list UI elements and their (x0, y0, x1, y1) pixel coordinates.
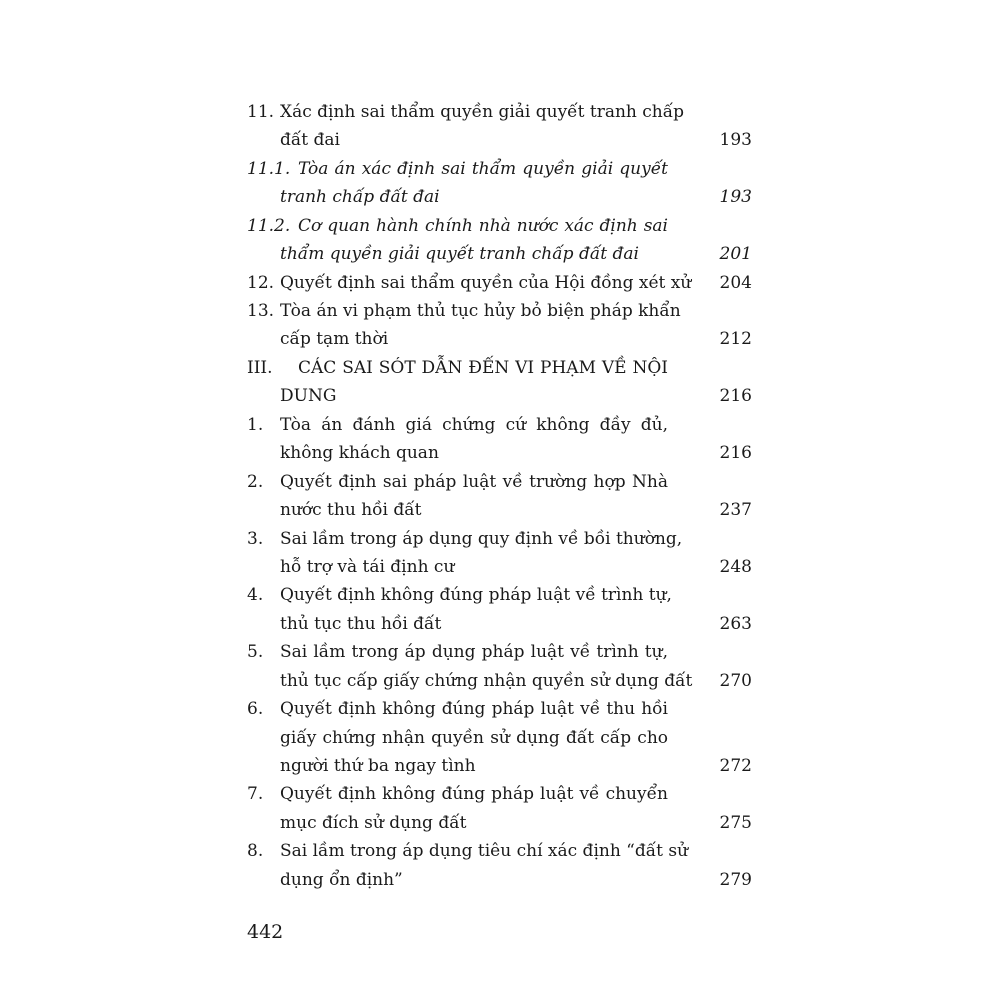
toc-line (0, 212, 1000, 240)
toc-line (0, 297, 1000, 325)
toc-line (0, 98, 1000, 126)
toc-page-number: 248 (719, 556, 752, 577)
toc-line (0, 780, 1000, 808)
toc-page-number: 216 (719, 386, 752, 407)
toc-line (0, 468, 1000, 496)
toc-line (0, 581, 1000, 609)
toc-entry-title: Quyết định không đúng pháp luật về thu hồi (280, 699, 668, 719)
toc-page-number: 270 (719, 670, 752, 691)
toc-line (0, 382, 1000, 410)
toc-entry-number: III. (247, 357, 273, 378)
toc-entry-title: Quyết định không đúng pháp luật về trình tự, (280, 585, 672, 606)
toc-entry-title: Tòa án đánh giá chứng cứ không đầy đủ, (280, 414, 668, 435)
toc-line (0, 752, 1000, 780)
toc-entry-title: Sai lầm trong áp dụng pháp luật về trình tự, (280, 642, 668, 663)
toc-entry-title: Sai lầm trong áp dụng quy định về bồi thường, (280, 528, 683, 549)
toc-entry-title: hỗ trợ và tái định cư (280, 556, 455, 577)
toc-entry-title: nước thu hồi đất (280, 500, 422, 520)
toc-entry-number: 11. (247, 102, 275, 122)
toc-page-number: 204 (719, 272, 752, 293)
toc-entry-number: 12. (247, 272, 275, 293)
toc-line (0, 525, 1000, 553)
toc-entry-title: Tòa án vi phạm thủ tục hủy bỏ biện pháp khẩn (280, 301, 681, 321)
toc-page-number: 272 (719, 755, 752, 776)
toc-line (0, 240, 1000, 268)
toc-entry-title: tranh chấp đất đai (280, 187, 440, 208)
toc-entry-title: giấy chứng nhận quyền sử dụng đất cấp cho (280, 727, 668, 748)
toc-line (0, 553, 1000, 581)
toc-line (0, 354, 1000, 382)
toc-entry-title: cấp tạm thời (280, 329, 389, 350)
toc-page-number: 201 (719, 244, 752, 265)
toc-entry-title: Quyết định không đúng pháp luật về chuyển (280, 784, 668, 805)
toc-line (0, 837, 1000, 865)
toc-line (0, 496, 1000, 524)
toc-page-number: 263 (719, 613, 752, 634)
toc-entry-number: 5. (247, 642, 264, 663)
toc-entry-title: dụng ổn định” (280, 869, 403, 890)
toc-entry-title: người thứ ba ngay tình (280, 755, 476, 776)
toc-entry-number: 1. (247, 414, 264, 435)
toc-line (0, 809, 1000, 837)
toc-entry-title: mục đích sử dụng đất (280, 812, 467, 833)
toc-entry-number: 13. (247, 301, 275, 321)
toc-entry-number: 4. (247, 585, 264, 606)
toc-entry-title: thủ tục thu hồi đất (280, 613, 442, 634)
page-number: 442 (247, 921, 284, 943)
toc-entry-number: 2. (247, 471, 264, 492)
toc-line (0, 695, 1000, 723)
toc-line (0, 866, 1000, 894)
toc-line (0, 325, 1000, 353)
toc-page-number: 193 (719, 187, 752, 208)
toc-page-number: 237 (719, 500, 752, 520)
toc-entry-number: 11.1. (247, 158, 291, 179)
toc-line (0, 126, 1000, 154)
toc-line (0, 155, 1000, 183)
toc-page-number: 216 (719, 443, 752, 464)
toc-entry-number: 3. (247, 528, 264, 549)
toc-entry-title: Xác định sai thẩm quyền giải quyết tranh chấp (280, 102, 685, 122)
toc-entry-title: DUNG (280, 386, 337, 407)
toc-entry-title: CÁC SAI SÓT DẪN ĐẾN VI PHẠM VỀ NỘI (298, 357, 668, 378)
toc-entry-number: 11.2. (247, 215, 291, 236)
toc-line (0, 269, 1000, 297)
toc-entry-title: không khách quan (280, 443, 439, 464)
toc-entry-title: Quyết định sai thẩm quyền của Hội đồng xét xử (280, 272, 692, 293)
toc-entry-title: thẩm quyền giải quyết tranh chấp đất đai (280, 244, 639, 265)
toc-entry-title: Sai lầm trong áp dụng tiêu chí xác định “đất sử (280, 841, 689, 862)
toc-line (0, 411, 1000, 439)
toc-entry-title: Quyết định sai pháp luật về trường hợp Nhà (280, 471, 668, 492)
toc-line (0, 638, 1000, 666)
toc-line (0, 667, 1000, 695)
toc-entry-title: Tòa án xác định sai thẩm quyền giải quyết (298, 158, 668, 179)
toc-page-number: 212 (719, 329, 752, 350)
toc-entry-title: đất đai (280, 130, 340, 151)
toc-line (0, 183, 1000, 211)
toc-entry-number: 8. (247, 841, 264, 862)
toc-entry-number: 7. (247, 784, 264, 805)
toc-line (0, 724, 1000, 752)
toc-entry-number: 6. (247, 699, 264, 719)
toc-page-number: 275 (719, 812, 752, 833)
toc-page-number: 193 (719, 130, 752, 151)
toc-entry-title: Cơ quan hành chính nhà nước xác định sai (298, 215, 668, 236)
toc-line (0, 439, 1000, 467)
toc-line (0, 610, 1000, 638)
toc-entry-title: thủ tục cấp giấy chứng nhận quyền sử dụng đất (280, 670, 693, 691)
toc-page-number: 279 (719, 869, 752, 890)
